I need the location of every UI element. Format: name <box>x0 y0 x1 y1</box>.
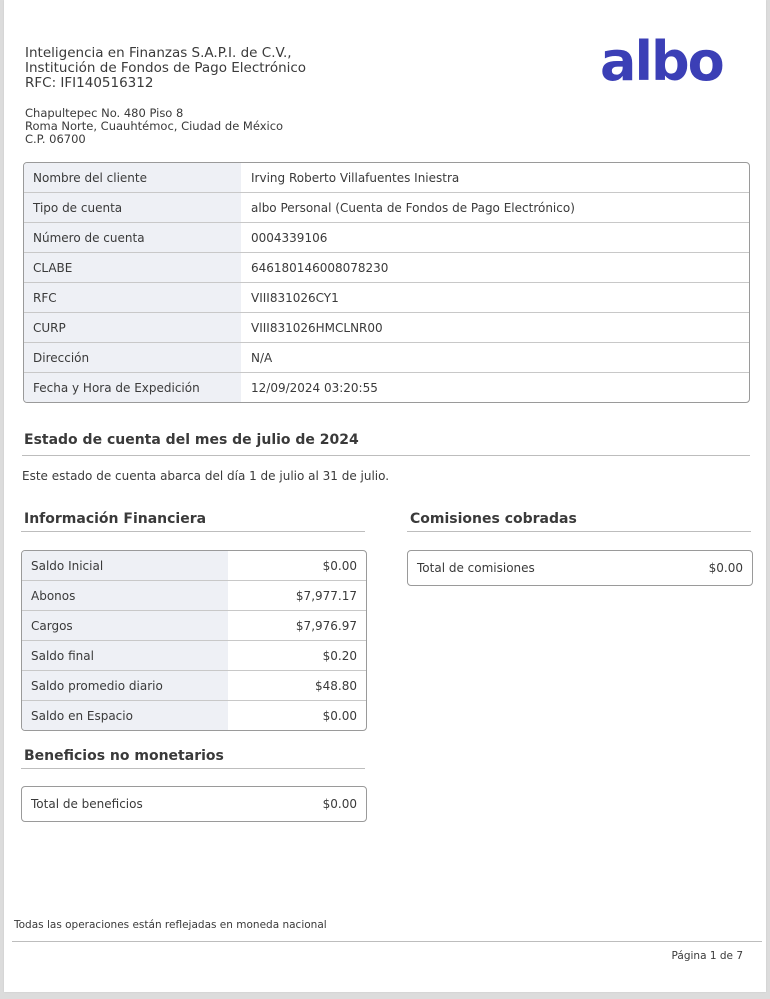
row-label: Total de comisiones <box>417 561 535 575</box>
company-rfc: RFC: IFI140516312 <box>25 75 154 91</box>
financial-table <box>21 550 367 731</box>
row-amount: $0.00 <box>228 701 366 731</box>
address-line: C.P. 06700 <box>25 132 86 146</box>
row-label: Saldo Inicial <box>22 551 228 581</box>
address-line: Chapultepec No. 480 Piso 8 <box>25 106 184 120</box>
benefits-title: Beneficios no monetarios <box>24 748 224 764</box>
table-row <box>22 701 366 731</box>
client-info-table <box>23 162 750 403</box>
address-line: Roma Norte, Cuauhtémoc, Ciudad de México <box>25 119 284 133</box>
row-amount: $0.00 <box>322 797 357 811</box>
table-row <box>22 787 366 821</box>
row-value: 0004339106 <box>241 223 749 253</box>
financial-title: Información Financiera <box>24 511 207 527</box>
commissions-table <box>407 550 753 586</box>
table-row <box>24 343 749 373</box>
company-address <box>25 107 283 146</box>
table-row <box>24 253 749 283</box>
row-label: Abonos <box>22 581 228 611</box>
row-value: albo Personal (Cuenta de Fondos de Pago Electrónico) <box>241 193 749 223</box>
row-label: Dirección <box>24 343 241 373</box>
row-amount: $7,976.97 <box>228 611 366 641</box>
row-amount: $0.20 <box>228 641 366 671</box>
row-amount: $7,977.17 <box>228 581 366 611</box>
row-label: Cargos <box>22 611 228 641</box>
row-label: Fecha y Hora de Expedición <box>24 373 241 403</box>
divider <box>22 455 750 456</box>
row-value: 12/09/2024 03:20:55 <box>241 373 749 403</box>
row-value: 646180146008078230 <box>241 253 749 283</box>
table-row <box>22 671 366 701</box>
divider <box>21 531 365 532</box>
table-row <box>408 551 752 585</box>
statement-page <box>4 0 766 992</box>
benefits-table <box>21 786 367 822</box>
divider <box>21 768 365 769</box>
row-value: VIII831026HMCLNR00 <box>241 313 749 343</box>
row-label: CURP <box>24 313 241 343</box>
statement-title: Estado de cuenta del mes de julio de 2024 <box>24 432 359 448</box>
row-label: RFC <box>24 283 241 313</box>
row-value: Irving Roberto Villafuentes Iniestra <box>251 170 460 185</box>
divider <box>407 531 751 532</box>
row-label: Saldo en Espacio <box>22 701 228 731</box>
company-name: Inteligencia en Finanzas S.A.P.I. de C.V., <box>25 45 292 61</box>
table-row <box>22 641 366 671</box>
page-number: Página 1 de 7 <box>671 950 743 962</box>
commissions-title: Comisiones cobradas <box>410 511 577 527</box>
row-amount: $48.80 <box>228 671 366 701</box>
row-label: Tipo de cuenta <box>24 193 241 223</box>
table-row <box>24 283 749 313</box>
row-label: CLABE <box>24 253 241 283</box>
row-label: Número de cuenta <box>24 223 241 253</box>
row-label: Saldo promedio diario <box>22 671 228 701</box>
row-value: N/A <box>241 343 749 373</box>
table-row <box>22 551 366 581</box>
company-block <box>25 46 306 91</box>
currency-note: Todas las operaciones están reflejadas en moneda nacional <box>14 919 327 931</box>
table-row <box>24 223 749 253</box>
row-amount: $0.00 <box>322 558 357 573</box>
table-row <box>24 313 749 343</box>
table-row <box>24 373 749 403</box>
row-label: Nombre del cliente <box>24 163 241 193</box>
row-amount: $0.00 <box>708 561 743 575</box>
table-row <box>24 163 749 193</box>
row-label: Saldo final <box>22 641 228 671</box>
table-row <box>24 193 749 223</box>
row-value: VIII831026CY1 <box>241 283 749 313</box>
footer-divider <box>12 941 762 942</box>
table-row <box>22 581 366 611</box>
table-row <box>22 611 366 641</box>
albo-logo: albo <box>600 30 723 93</box>
statement-period: Este estado de cuenta abarca del día 1 de julio al 31 de julio. <box>22 469 390 483</box>
company-type: Institución de Fondos de Pago Electrónico <box>25 60 307 76</box>
row-label: Total de beneficios <box>31 797 143 811</box>
